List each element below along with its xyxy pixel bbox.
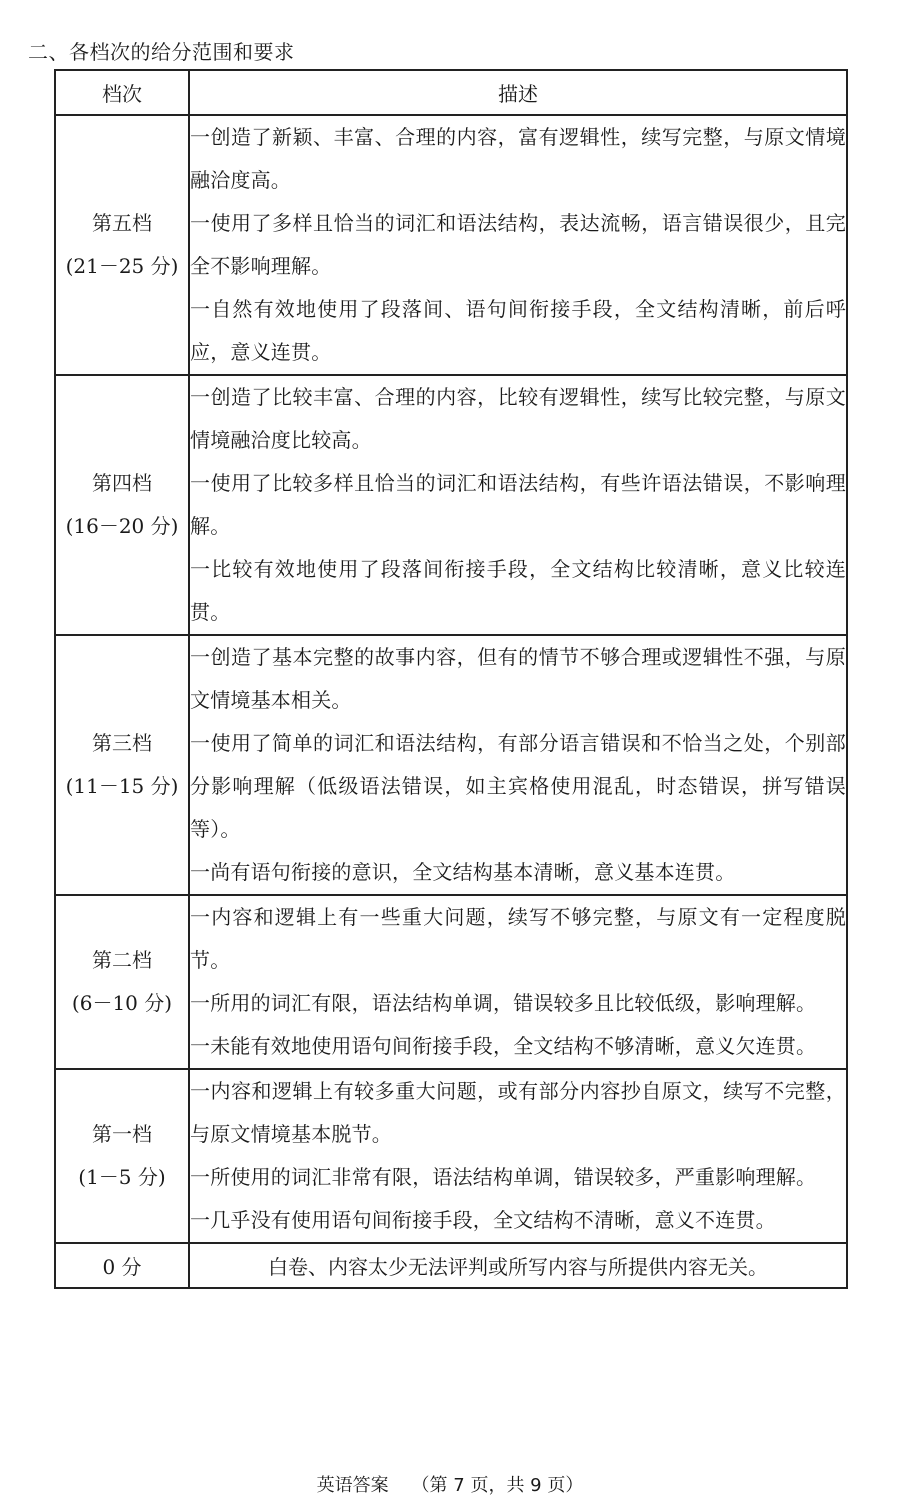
level-name: 第五档 bbox=[92, 211, 152, 235]
description-item: 一创造了新颖、丰富、合理的内容，富有逻辑性，续写完整，与原文情境融洽度高。 bbox=[190, 125, 846, 192]
description-item: 一未能有效地使用语句间衔接手段，全文结构不够清晰，意义欠连贯。 bbox=[190, 1034, 817, 1058]
level-name: 第四档 bbox=[92, 471, 152, 495]
level-score: (21－25 分) bbox=[65, 254, 179, 278]
table-row bbox=[55, 375, 847, 635]
level-score: (11－15 分) bbox=[65, 774, 179, 798]
description-item: 一所使用的词汇非常有限，语法结构单调，错误较多，严重影响理解。 bbox=[190, 1165, 817, 1189]
table-row bbox=[55, 1069, 847, 1243]
description-item: 一使用了比较多样且恰当的词汇和语法结构，有些许语法错误，不影响理解。 bbox=[190, 471, 846, 538]
description-item: 一比较有效地使用了段落间衔接手段，全文结构比较清晰，意义比较连贯。 bbox=[190, 557, 846, 624]
scoring-rubric-table bbox=[54, 69, 848, 1289]
description-item: 一使用了简单的词汇和语法结构，有部分语言错误和不恰当之处，个别部分影响理解（低级语法错误，如主宾格使用混乱，时态错误，拼写错误等）。 bbox=[190, 731, 846, 841]
description-item: 一内容和逻辑上有一些重大问题，续写不够完整，与原文有一定程度脱节。 bbox=[190, 905, 846, 972]
description-item: 一所用的词汇有限，语法结构单调，错误较多且比较低级，影响理解。 bbox=[190, 991, 817, 1015]
level-cell bbox=[55, 115, 189, 375]
table-row bbox=[55, 115, 847, 375]
description-item: 一创造了基本完整的故事内容，但有的情节不够合理或逻辑性不强，与原文情境基本相关。 bbox=[190, 645, 846, 712]
table-header-row bbox=[55, 70, 847, 115]
description-cell bbox=[189, 375, 847, 635]
level-name: 第二档 bbox=[92, 948, 152, 972]
section-title: 二、各档次的给分范围和要求 bbox=[28, 40, 295, 64]
level-score: (16－20 分) bbox=[65, 514, 179, 538]
level-cell bbox=[55, 635, 189, 895]
level-cell bbox=[55, 895, 189, 1069]
description-item: 一使用了多样且恰当的词汇和语法结构，表达流畅，语言错误很少，且完全不影响理解。 bbox=[190, 211, 846, 278]
description-item: 一几乎没有使用语句间衔接手段，全文结构不清晰，意义不连贯。 bbox=[190, 1208, 776, 1232]
zero-description: 白卷、内容太少无法评判或所写内容与所提供内容无关。 bbox=[189, 1243, 847, 1288]
level-cell bbox=[55, 375, 189, 635]
description-cell bbox=[189, 1069, 847, 1243]
description-item: 一内容和逻辑上有较多重大问题，或有部分内容抄自原文，续写不完整，与原文情境基本脱节。 bbox=[190, 1079, 846, 1146]
table-row bbox=[55, 895, 847, 1069]
level-score: (6－10 分) bbox=[71, 991, 173, 1015]
table-row-zero bbox=[55, 1243, 847, 1288]
description-cell bbox=[189, 115, 847, 375]
header-description: 描述 bbox=[189, 70, 847, 115]
level-cell bbox=[55, 1069, 189, 1243]
footer-subject: 英语答案 bbox=[316, 1475, 389, 1496]
zero-level: 0 分 bbox=[55, 1243, 189, 1288]
page-footer bbox=[0, 1474, 900, 1498]
description-cell bbox=[189, 635, 847, 895]
level-name: 第一档 bbox=[92, 1122, 152, 1146]
description-cell bbox=[189, 895, 847, 1069]
description-item: 一自然有效地使用了段落间、语句间衔接手段，全文结构清晰，前后呼应，意义连贯。 bbox=[190, 297, 846, 364]
description-item: 一创造了比较丰富、合理的内容，比较有逻辑性，续写比较完整，与原文情境融洽度比较高。 bbox=[190, 385, 846, 452]
description-item: 一尚有语句衔接的意识，全文结构基本清晰，意义基本连贯。 bbox=[190, 860, 736, 884]
level-name: 第三档 bbox=[92, 731, 152, 755]
level-score: (1－5 分) bbox=[78, 1165, 166, 1189]
header-level: 档次 bbox=[55, 70, 189, 115]
footer-page-info: （第 7 页，共 9 页） bbox=[411, 1475, 584, 1496]
table-row bbox=[55, 635, 847, 895]
